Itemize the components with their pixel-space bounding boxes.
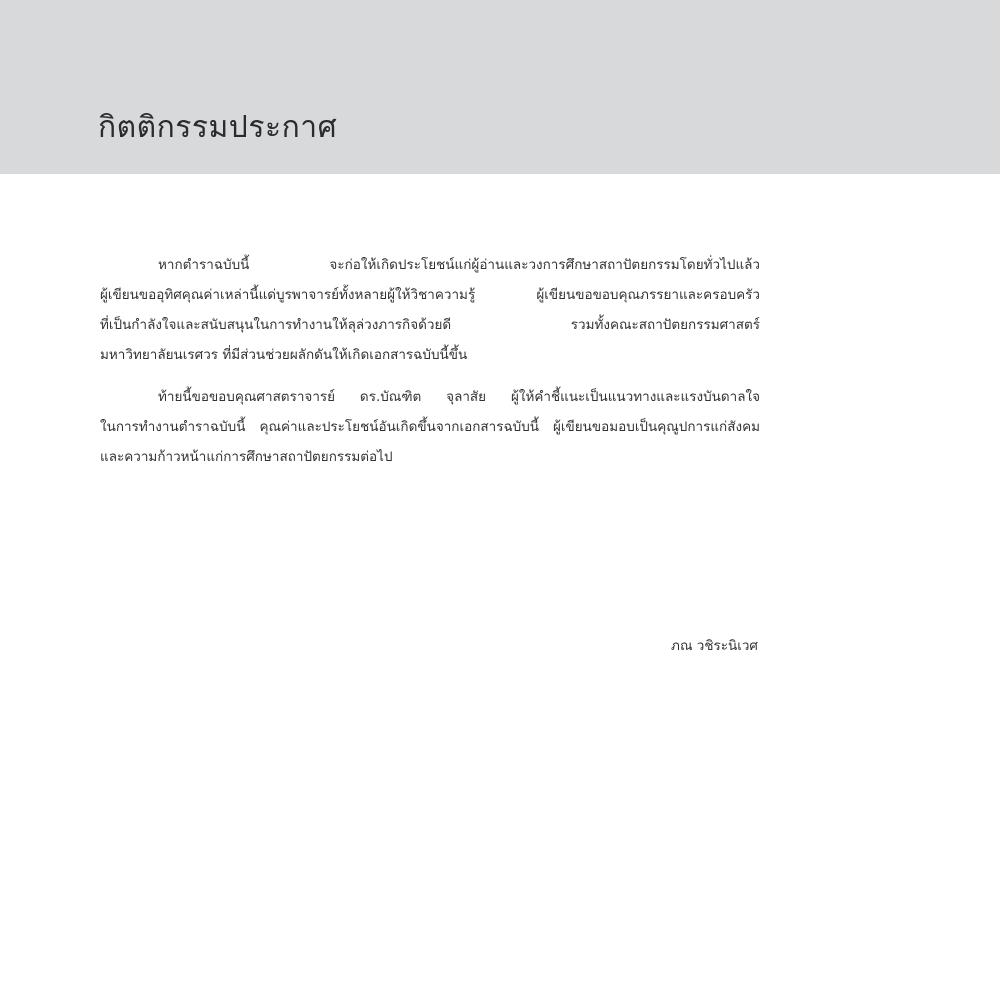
text-line: หากตำราฉบับนี้ จะก่อให้เกิดประโยชน์แก่ผู้อ่านและวงการศึกษาสถาปัตยกรรมโดยทั่วไปแล้ว xyxy=(158,257,760,273)
text-line: และความก้าวหน้าแก่การศึกษาสถาปัตยกรรมต่อไป xyxy=(100,449,393,465)
text-line: ท้ายนี้ขอขอบคุณศาสตราจารย์ ดร.บัณฑิต จุลาสัย ผู้ให้คำชี้แนะเป็นแนวทางและแรงบันดาลใจ xyxy=(158,389,760,405)
acknowledgement-body xyxy=(100,250,760,484)
author-signature: ภณ วชิระนิเวศ xyxy=(671,638,758,654)
text-line: ที่เป็นกำลังใจและสนับสนุนในการทำงานให้ลุล่วงภารกิจด้วยดี รวมทั้งคณะสถาปัตยกรรมศาสตร์ xyxy=(100,317,760,333)
header-band xyxy=(0,0,1000,174)
paragraph-2 xyxy=(100,382,760,472)
page-title: กิตติกรรมประกาศ xyxy=(98,110,338,145)
paragraph-1 xyxy=(100,250,760,370)
text-line: ผู้เขียนขออุทิศคุณค่าเหล่านี้แด่บูรพาจารย์ทั้งหลายผู้ให้วิชาความรู้ ผู้เขียนขอขอบคุณภรรยาและครอบครัว xyxy=(100,287,760,303)
text-line: ในการทำงานตำราฉบับนี้ คุณค่าและประโยชน์อันเกิดขึ้นจากเอกสารฉบับนี้ ผู้เขียนขอมอบเป็นคุณูปการแก่สังคม xyxy=(100,419,760,435)
text-line: มหาวิทยาลัยนเรศวร ที่มีส่วนช่วยผลักดันให้เกิดเอกสารฉบับนี้ขึ้น xyxy=(100,347,468,363)
